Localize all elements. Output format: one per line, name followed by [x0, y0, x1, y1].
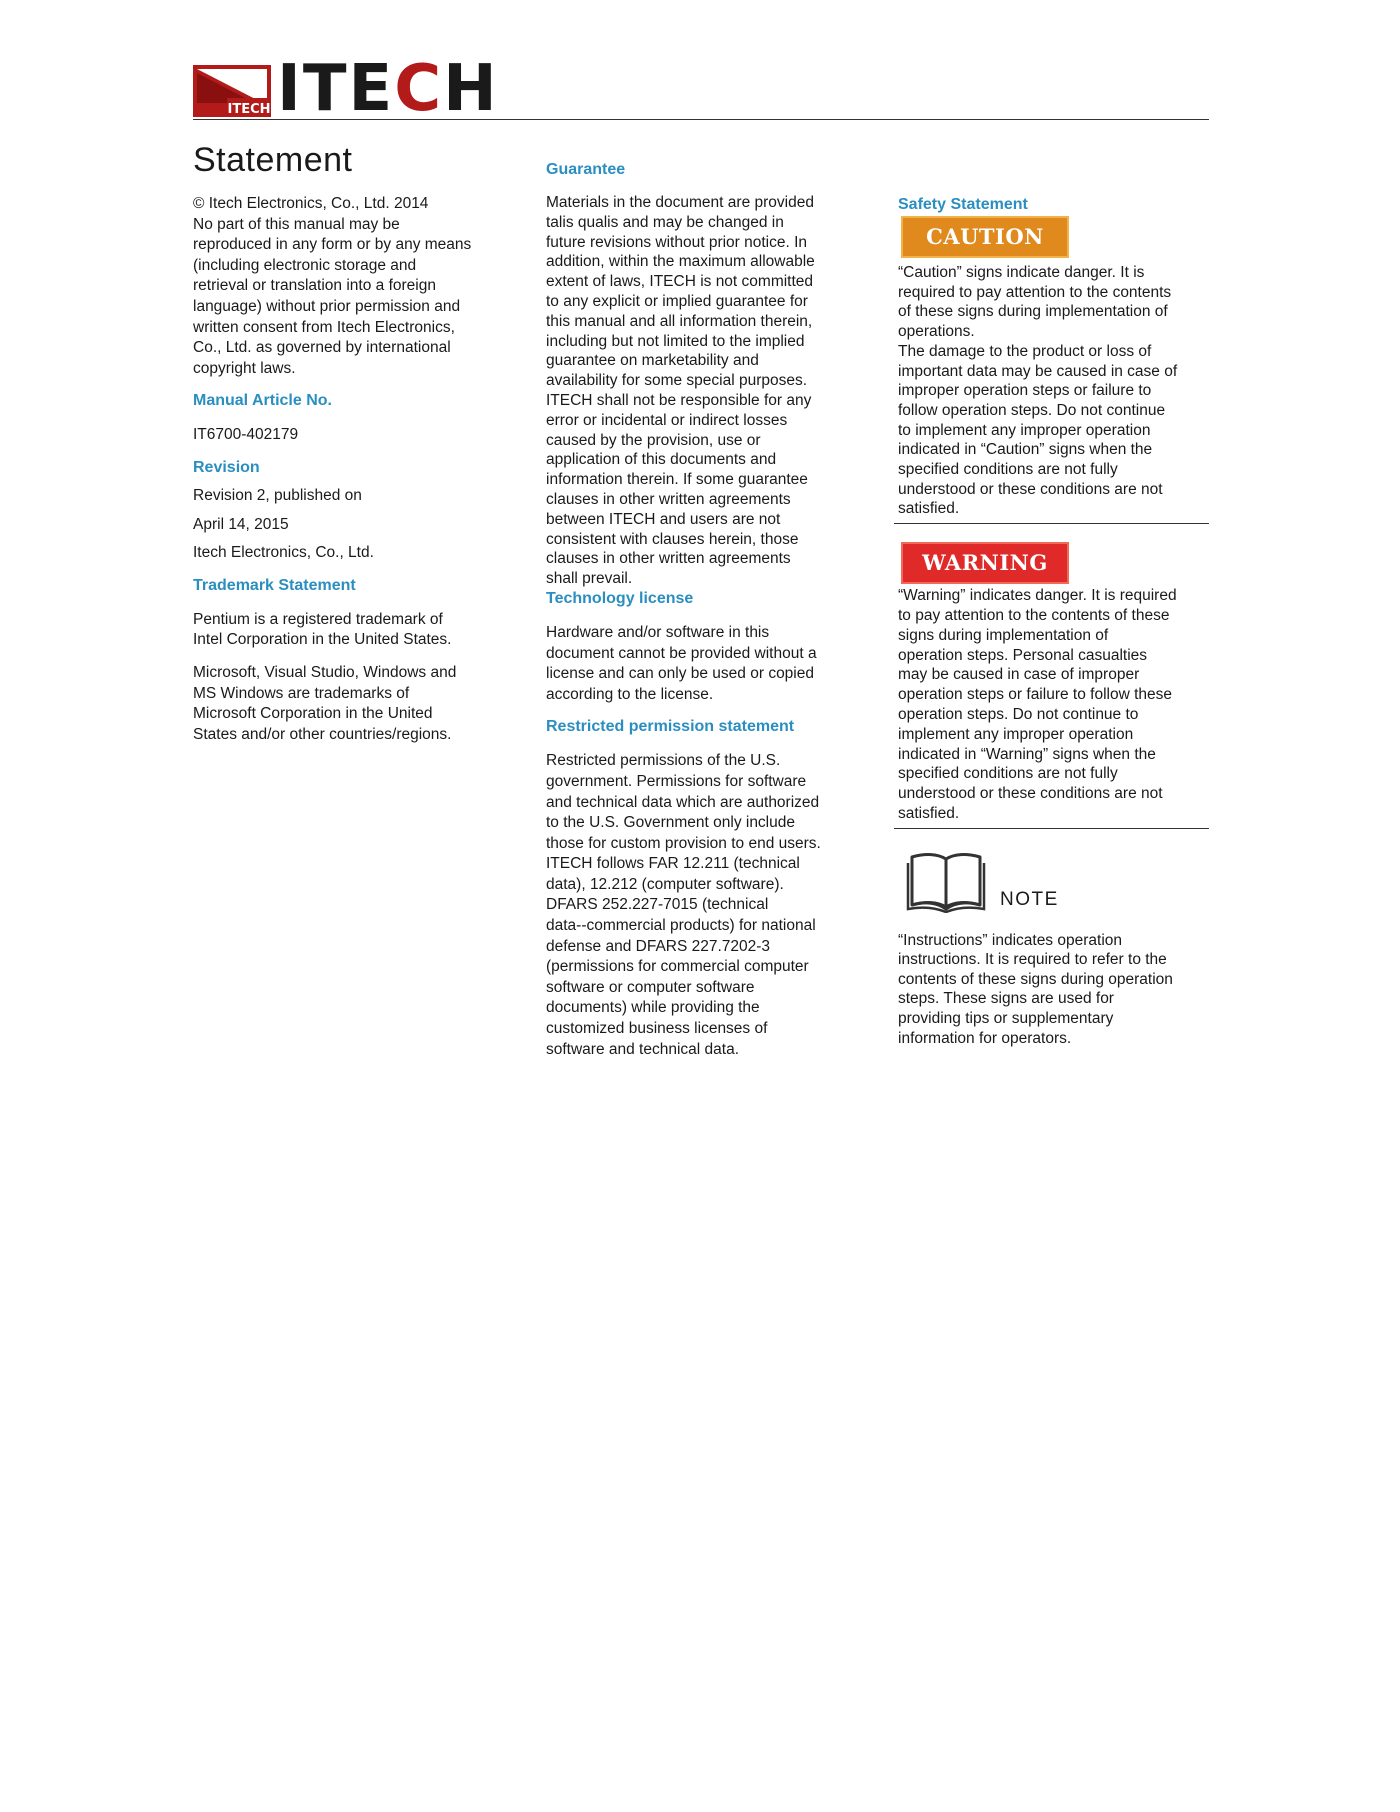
technology-license-heading: Technology license [546, 589, 694, 607]
revision-heading: Revision [193, 458, 260, 476]
header-divider [193, 119, 1209, 120]
caution-paragraph: “Caution” signs indicate danger. It is required to pay attention to the contents of these signs during implementation of operations. The damage to the product or loss of important data may be caused in case of improper operation steps or failure to follow operation steps. Do not continue to implement any improper operation indicated in “Caution” signs when the specified conditions are not fully understood or these conditions are not satisfied. [898, 264, 1178, 518]
column-left [193, 140, 513, 745]
book-icon [906, 851, 986, 913]
caution-divider [894, 523, 1209, 524]
itech-logo [193, 52, 499, 126]
copyright-paragraph: © Itech Electronics, Co., Ltd. 2014 No part of this manual may be reproduced in any form or by any means (including electronic storage and retrieval or translation into a foreign language) without prior permission and written consent from Itech Electronics, Co., Ltd. as governed by international copyright laws. [193, 195, 472, 377]
revision-company: Itech Electronics, Co., Ltd. [193, 544, 374, 562]
warning-paragraph: “Warning” indicates danger. It is required to pay attention to the contents of these signs during implementation of operation steps. Personal casualties may be caused in case of improper operation steps or failure to follow these operation steps. Do not continue to implement any improper operation indicated in “Warning” signs when the specified conditions are not fully understood or these conditions are not satisfied. [898, 587, 1177, 822]
trademark-paragraph-2: Microsoft, Visual Studio, Windows and MS Windows are trademarks of Microsoft Corporation in the United States and/or other countries/regions. [193, 663, 457, 743]
safety-statement-heading: Safety Statement [898, 196, 1028, 213]
logo-wordmark: ITECH [277, 52, 499, 126]
guarantee-heading: Guarantee [546, 161, 626, 178]
trademark-paragraph-1: Pentium is a registered trademark of Intel Corporation in the United States. [193, 610, 452, 649]
logo-flag-text: ITECH [227, 102, 271, 117]
trademark-heading: Trademark Statement [193, 576, 356, 594]
guarantee-paragraph: Materials in the document are provided talis qualis and may be changed in future revisions without prior notice. In addition, within the maximum allowable extent of laws, ITECH is not committed to any explicit or implied guarantee for this manual and all information therein, including but not limited to the implied guarantee on marketability and availability for some special purposes. ITECH shall not be responsible for any error or incidental or indirect losses caused by the provision, use or application of this documents and information therein. If some guarantee clauses in other written agreements between ITECH and users are not consistent with clauses herein, those clauses in other written agreements shall prevail. [546, 194, 815, 588]
column-middle [546, 160, 876, 1060]
revision-date: April 14, 2015 [193, 515, 289, 533]
note-header [906, 851, 1209, 913]
note-paragraph: “Instructions” indicates operation instructions. It is required to refer to the contents of these signs during operation steps. These signs are used for providing tips or supplementary information for operators. [898, 931, 1173, 1047]
caution-badge: CAUTION [901, 216, 1069, 258]
note-label: NOTE [1000, 888, 1059, 910]
restricted-permission-heading: Restricted permission statement [546, 718, 795, 736]
manual-article-heading: Manual Article No. [193, 392, 332, 410]
page-title: Statement [193, 141, 353, 179]
restricted-permission-paragraph: Restricted permissions of the U.S. government. Permissions for software and technical data which are authorized to the U.S. Government only include those for custom provision to end users. ITECH follows FAR 12.211 (technical data), 12.212 (computer software). DFARS 252.227-7015 (technical data--commercial products) for national defense and DFARS 227.7202-3 (permissions for commercial computer software or computer software documents) while providing the customized business licenses of software and technical data. [546, 752, 821, 1058]
column-right [898, 195, 1209, 1048]
page-header [193, 52, 1209, 126]
itech-flag-icon [193, 65, 271, 117]
revision-line: Revision 2, published on [193, 486, 362, 504]
warning-badge: WARNING [901, 542, 1069, 584]
manual-article-number: IT6700-402179 [193, 426, 299, 444]
technology-license-paragraph: Hardware and/or software in this document cannot be provided without a license and can only be used or copied according to the license. [546, 623, 817, 703]
warning-divider [894, 828, 1209, 829]
